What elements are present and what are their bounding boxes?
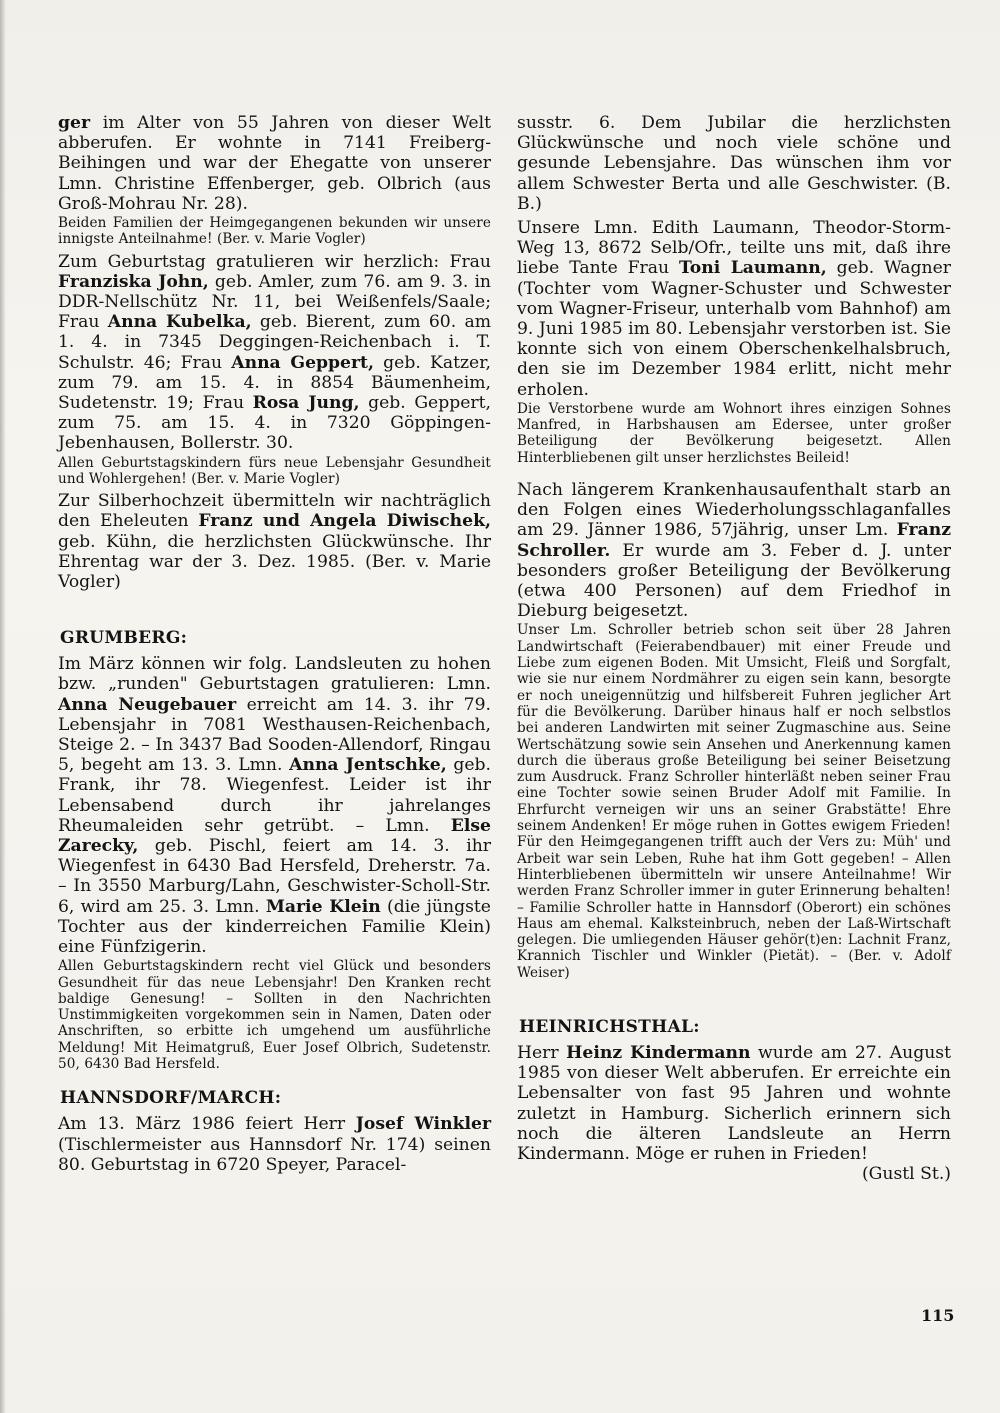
name-bold: Rosa Jung,: [252, 393, 360, 414]
name-bold: Franziska John,: [58, 271, 209, 292]
name-bold: Else Zarecky,: [58, 815, 491, 857]
birthday-wishes-note: Allen Geburtstagskindern fürs neue Lebensjahr Gesundheit und Wohlergehen! (Ber. v. Marie Vogler): [58, 454, 491, 487]
silver-wedding-notice: Zur Silberhochzeit übermitteln wir nachträglich den Eheleuten Franz und Angela Diwischek, geb. Kühn, die herzlichsten Glückwünsche. Ihr Ehrentag war der 3. Dez. 1985. (Ber. v. Marie Vogler): [58, 491, 491, 593]
kindermann-obituary: Herr Heinz Kindermann wurde am 27. August 1985 von dieser Welt abberufen. Er erreichte ein Lebensalter von fast 95 Jahren und wohnte zuletzt in Hamburg. Sicherlich erinnern sich noch die älteren Landsleute an Herrn Kindermann. Möge er ruhen in Frieden! (Gustl St.): [517, 1042, 952, 1185]
right-column: [517, 113, 951, 1184]
section-heading-grumberg: GRUMBERG:: [60, 628, 188, 649]
schroller-obituary: Nach längerem Krankenhausaufenthalt starb an den Folgen eines Wiederholungsschlaganfalles am 29. Jänner 1986, 57jährig, unser Lm. Franz Schroller. Er wurde am 3. Feber d. J. unter besonders großer Beteiligung der Bevölkerung (etwa 400 Personen) auf dem Friedhof in Dieburg beigesetzt.: [517, 480, 951, 622]
name-bold: Anna Geppert,: [231, 352, 374, 373]
condolence-note: Beiden Familien der Heimgegangenen bekunden wir unsere innigste Anteilnahme! (Ber. v. Marie Vogler): [58, 215, 491, 248]
left-column: [58, 113, 491, 1175]
grumberg-note: Allen Geburtstagskindern recht viel Glück und besonders Gesundheit für das neue Lebensjahr! Den Kranken recht baldige Genesung! – Sollten in den Nachrichten Unstimmigkeiten vorgekommen sein in Namen, Daten oder Anschriften, so erbitte ich umgehend um ausführliche Meldung! Mit Heimatgruß, Euer Josef Olbrich, Sudetenstr. 50, 6430 Bad Hersfeld.: [58, 958, 491, 1073]
schroller-tribute: Unser Lm. Schroller betrieb schon seit über 28 Jahren Landwirtschaft (Feierabendbauer) mit einer Freude und Liebe zum eigenen Boden. Mit Umsicht, Fleiß und Sorgfalt, wie sie nur einem Nordmährer zu eigen sein kann, besorgte er noch uneigennützig und hilfsbereit Fuhren jeglicher Art für die Bevölkerung. Darüber hinaus half er noch selbstlos bei anderen Landwirten mit seiner Zugmaschine aus. Seine Wertschätzung sowie sein Ansehen und Anerkennung kamen durch die überaus große Beteiligung bei seiner Beisetzung zum Ausdruck. Franz Schroller hinterläßt neben seiner Frau eine Tochter sowie seinen Bruder Adolf mit Familie. In Ehrfurcht verneigen wir uns an seiner Grabstätte! Ehre seinem Andenken! Er möge ruhen in Gottes ewigem Frieden! Für den Heimgegangenen trifft auch der Vers zu: Müh' und Arbeit war sein Leben, Ruhe hat ihm Gott gegeben! – Allen Hinterbliebenen übermitteln wir unsere Anteilnahme! Wir werden Franz Schroller immer in guter Erinnerung behalten! – Familie Schroller hatte in Hannsdorf (Oberort) ein schönes Haus am ehemal. Kalksteinbruch, neben der Laß-Wirtschaft gelegen. Die umliegenden Häuser gehör(t)en: Lachnit Franz, Krannich Tischler und Winkler (Pietät). – (Ber. v. Adolf Weiser): [517, 622, 951, 981]
page-number: 115: [921, 1306, 955, 1325]
obituary-continuation: ger im Alter von 55 Jahren von dieser Welt abberufen. Er wohnte in 7141 Freiberg-Beihingen und war der Ehegatte von unserer Lmn. Christine Effenberger, geb. Olbrich (aus Groß-Mohrau Nr. 28).: [58, 113, 491, 214]
author-credit: (Gustl St.): [861, 1164, 951, 1185]
name-bold: Franz und Angela Diwischek,: [198, 511, 491, 532]
grumberg-birthdays: Im März können wir folg. Landsleuten zu hohen bzw. „runden" Geburtstagen gratulieren: Lmn. Anna Neugebauer erreicht am 14. 3. ihr 79. Lebensjahr in 7081 Westhausen-Reichenbach, Steige 2. – In 3437 Bad Sooden-Allendorf, Ringau 5, begeht am 13. 3. Lmn. Anna Jentschke, geb. Frank, ihr 78. Wiegenfest. Leider ist ihr Lebensabend durch ihr jahrelanges Rheumaleiden sehr getrübt. – Lmn. Else Zarecky, geb. Pischl, feiert am 14. 3. ihr Wiegenfest in 6430 Bad Hersfeld, Dreherstr. 7a. – In 3550 Marburg/Lahn, Geschwister-Scholl-Str. 6, wird am 25. 3. Lmn. Marie Klein (die jüngste Tochter aus der kinderreichen Familie Klein) eine Fünfzigerin.: [58, 654, 492, 958]
laumann-obituary: Unsere Lmn. Edith Laumann, Theodor-Storm-Weg 13, 8672 Selb/Ofr., teilte uns mit, daß ihre liebe Tante Frau Toni Laumann, geb. Wagner (Tochter vom Wagner-Schuster und Schwester vom Wagner-Friseur, unterhalb vom Bahnhof) am 9. Juni 1985 im 80. Lebensjahr verstorben ist. Sie konnte sich von einem Oberschenkelhalsbruch, den sie im Dezember 1984 erlitt, nicht mehr erholen.: [517, 218, 952, 400]
name-bold: Anna Jentschke,: [289, 755, 447, 776]
section-heading-hannsdorf: HANNSDORF/MARCH:: [60, 1088, 282, 1109]
name-bold: ger: [58, 113, 91, 133]
name-bold: Marie Klein: [265, 896, 381, 917]
birthday-congratulations: Zum Geburtstag gratulieren wir herzlich: Frau Franziska John, geb. Amler, zum 76. am 9. 3. in DDR-Nellschütz Nr. 11, bei Weißenfels/Saale; Frau Anna Kubelka, geb. Bierent, zum 60. am 1. 4. in 7345 Deggingen-Reichenbach i. T. Schulstr. 46; Frau Anna Geppert, geb. Katzer, zum 79. am 15. 4. in 8854 Bäumenheim, Sudetenstr. 19; Frau Rosa Jung, geb. Geppert, zum 75. am 15. 4. in 7320 Göppingen-Jebenhausen, Bollerstr. 30.: [58, 251, 492, 454]
name-bold: Anna Neugebauer: [58, 694, 237, 715]
name-bold: Josef Winkler: [355, 1114, 491, 1135]
name-bold: Toni Laumann,: [678, 258, 827, 279]
birthday-continuation: susstr. 6. Dem Jubilar die herzlichsten Glückwünsche und noch viele schöne und gesunde Lebensjahre. Das wünschen ihm vor allem Schwester Berta und alle Geschwister. (B. B.): [517, 113, 951, 214]
section-heading-heinrichsthal: HEINRICHSTHAL:: [519, 1016, 700, 1037]
hannsdorf-birthday: Am 13. März 1986 feiert Herr Josef Winkler (Tischlermeister aus Hannsdorf Nr. 174) seinen 80. Geburtstag in 6720 Speyer, Paracel-: [58, 1114, 491, 1175]
name-bold: Franz Schroller.: [517, 520, 951, 561]
scan-edge-shadow: [0, 0, 6, 1413]
name-bold: Anna Kubelka,: [107, 312, 252, 333]
name-bold: Heinz Kindermann: [566, 1042, 751, 1063]
laumann-burial-note: Die Verstorbene wurde am Wohnort ihres einzigen Sohnes Manfred, in Harbshausen am Edersee, unter großer Beteiligung der Bevölkerung beigesetzt. Allen Hinterbliebenen gilt unser herzlichstes Beileid!: [517, 400, 951, 466]
